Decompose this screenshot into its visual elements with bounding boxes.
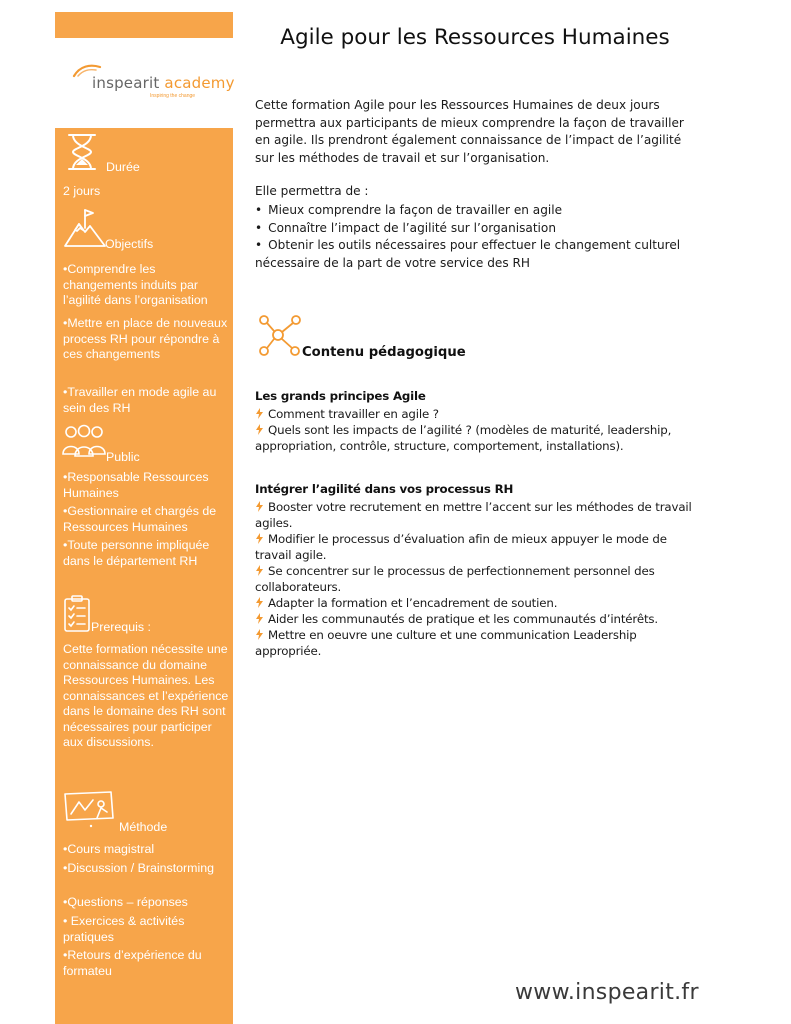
- methode-item: •Questions – réponses: [63, 895, 188, 909]
- list-item: Comment travailler en agile ?: [255, 406, 695, 422]
- logo-tagline: Inspiring the change: [150, 93, 196, 99]
- list-item: Mettre en oeuvre une culture et une communication Leadership appropriée.: [255, 628, 637, 658]
- methode-item: • Exercices & activités pratiques: [63, 914, 185, 944]
- website-url: www.inspearit.fr: [515, 980, 699, 1005]
- info-sidebar: [55, 128, 233, 1024]
- objectif-item: •Mettre en place de nouveaux process RH pour répondre à ces changements: [63, 316, 228, 361]
- goals-list: [255, 202, 695, 272]
- logo-name-part2: academy: [164, 74, 235, 92]
- page-title: Agile pour les Ressources Humaines: [280, 25, 670, 50]
- section-title: Les grands principes Agile: [255, 389, 426, 403]
- mountain-flag-icon: [63, 206, 107, 248]
- goal-item: • Obtenir les outils nécessaires pour effectuer le changement culturel nécessaire de la part de votre service des RH: [255, 237, 695, 272]
- duree-label: Durée: [106, 160, 140, 174]
- people-icon: [61, 424, 107, 458]
- public-label: Public: [106, 450, 140, 464]
- methode-label: Méthode: [119, 820, 168, 834]
- methode-item: •Retours d’expérience du formateu: [63, 948, 202, 978]
- bolt-icon: [255, 424, 264, 435]
- goal-item: • Mieux comprendre la façon de travailler en agile: [255, 202, 695, 220]
- logo-text: [92, 74, 235, 92]
- goals-intro: Elle permettra de :: [255, 184, 369, 198]
- list-item: Adapter la formation et l’encadrement de soutien.: [255, 595, 695, 611]
- bolt-icon: [255, 629, 264, 640]
- checklist-icon: [63, 595, 93, 633]
- objectifs-label: Objectifs: [105, 237, 154, 251]
- bolt-icon: [255, 565, 264, 576]
- list-item: Modifier le processus d’évaluation afin de mieux appuyer le mode de travail agile.: [255, 532, 667, 562]
- hourglass-icon: [65, 132, 99, 172]
- bolt-icon: [255, 501, 264, 512]
- bolt-icon: [255, 533, 264, 544]
- duree-value: 2 jours: [63, 184, 101, 198]
- section-items: [255, 499, 695, 659]
- brand-logo: [72, 62, 235, 104]
- methode-item: •Cours magistral: [63, 842, 155, 856]
- section-title: Intégrer l’agilité dans vos processus RH: [255, 482, 514, 496]
- network-icon: [256, 314, 302, 358]
- objectif-item: •Comprendre les changements induits par l’agilité dans l’organisation: [63, 262, 208, 307]
- logo-name-part1: inspearit: [92, 74, 160, 92]
- teacher-board-icon: [61, 788, 117, 828]
- goal-item: • Connaître l’impact de l’agilité sur l’organisation: [255, 220, 695, 238]
- list-item: Quels sont les impacts de l’agilité ? (modèles de maturité, leadership, appropriation, contrôle, structure, comportement, installations).: [255, 423, 672, 453]
- list-item: Se concentrer sur le processus de perfectionnement personnel des collaborateurs.: [255, 564, 655, 594]
- prerequis-label: Prerequis :: [91, 620, 151, 634]
- list-item: Booster votre recrutement en mettre l’accent sur les méthodes de travail agiles.: [255, 500, 692, 530]
- bolt-icon: [255, 597, 264, 608]
- sidebar-top-band: [55, 12, 233, 38]
- objectif-item: •Travailler en mode agile au sein des RH: [63, 385, 217, 415]
- intro-paragraph: Cette formation Agile pour les Ressources Humaines de deux jours permettra aux participants de mieux comprendre la façon de travailler en agile. Ils prendront également connaissance de l’impact de l’agilité sur les méthodes de travail et sur l’organisation.: [255, 98, 684, 165]
- prerequis-text: Cette formation nécessite une connaissance du domaine Ressources Humaines. Les connaissances et l’expérience dans le domaine des RH sont nécessaires pour participer aux discussions.: [63, 642, 229, 749]
- section-items: [255, 406, 695, 454]
- public-item: •Gestionnaire et chargés de Ressources Humaines: [63, 504, 217, 534]
- bolt-icon: [255, 408, 264, 419]
- methode-item: •Discussion / Brainstorming: [63, 861, 215, 875]
- list-item: Aider les communautés de pratique et les communautés d’intérêts.: [255, 611, 695, 627]
- public-item: •Responsable Ressources Humaines: [63, 470, 209, 500]
- content-section-title: Contenu pédagogique: [302, 345, 466, 360]
- public-item: •Toute personne impliquée dans le département RH: [63, 538, 210, 568]
- bolt-icon: [255, 613, 264, 624]
